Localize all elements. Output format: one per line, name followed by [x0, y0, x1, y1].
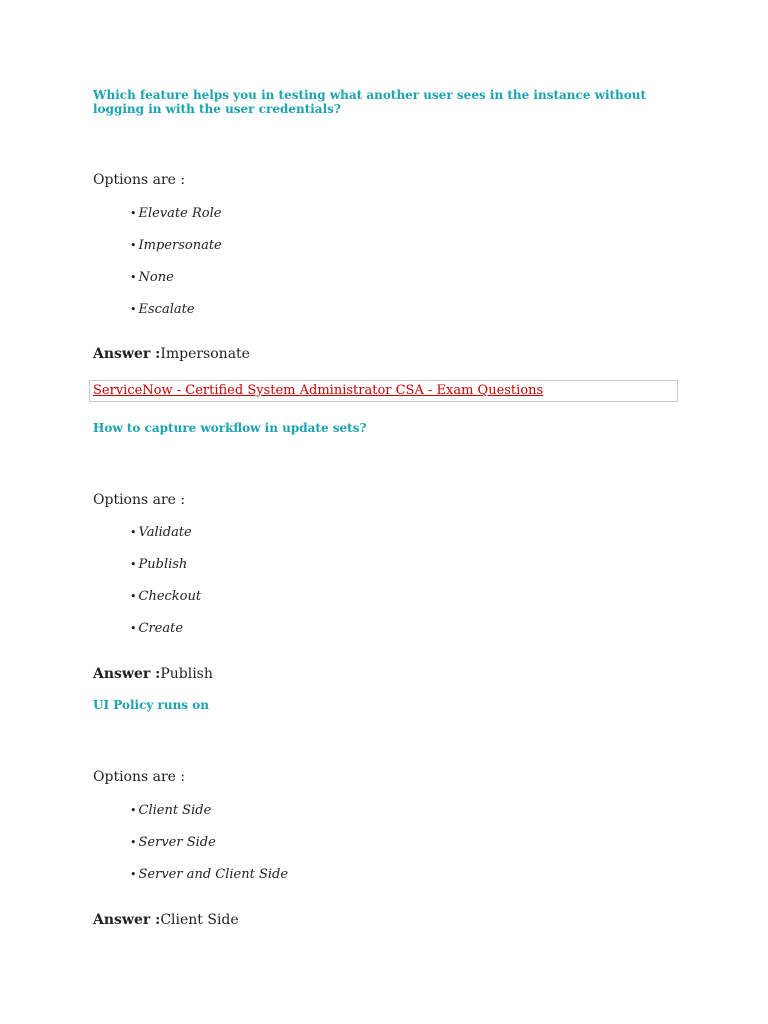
list-item	[130, 834, 288, 866]
bullet-icon: •	[130, 804, 137, 817]
option-label: Impersonate	[138, 238, 222, 253]
question-3-options-list	[130, 802, 288, 898]
question-3-options-label: Options are :	[93, 769, 186, 785]
bullet-icon: •	[130, 868, 137, 881]
list-item	[130, 269, 222, 301]
question-1-options-list	[130, 205, 222, 333]
list-item	[130, 620, 201, 652]
option-label: Checkout	[138, 589, 202, 604]
bullet-icon: •	[130, 622, 137, 635]
question-3-answer	[93, 911, 239, 929]
question-2-text: How to capture workflow in update sets?	[93, 421, 367, 435]
option-label: Client Side	[138, 803, 212, 818]
list-item	[130, 237, 222, 269]
question-2-options-list	[130, 524, 201, 652]
option-label: Publish	[138, 557, 188, 572]
option-label: Validate	[138, 525, 192, 540]
list-item	[130, 205, 222, 237]
question-2-options-label: Options are :	[93, 492, 186, 508]
bullet-icon: •	[130, 303, 137, 316]
list-item	[130, 524, 201, 556]
option-label: Server Side	[138, 835, 216, 850]
answer-value: Client Side	[160, 912, 239, 928]
bullet-icon: •	[130, 271, 137, 284]
bullet-icon: •	[130, 558, 137, 571]
answer-label: Answer :	[93, 666, 161, 682]
bullet-icon: •	[130, 239, 137, 252]
option-label: None	[138, 270, 174, 285]
option-label: Escalate	[138, 302, 195, 317]
answer-label: Answer :	[93, 912, 161, 928]
list-item	[130, 588, 201, 620]
question-2-answer	[93, 665, 213, 683]
question-1-text: Which feature helps you in testing what another user sees in the instance without logging in with the user credentials?	[93, 88, 647, 116]
bullet-icon: •	[130, 526, 137, 539]
question-1-options-label: Options are :	[93, 172, 186, 188]
list-item	[130, 301, 222, 333]
question-3-text: UI Policy runs on	[93, 698, 209, 712]
option-label: Create	[138, 621, 184, 636]
option-label: Server and Client Side	[138, 867, 289, 882]
answer-value: Publish	[160, 666, 213, 682]
question-1-answer	[93, 345, 250, 363]
bullet-icon: •	[130, 207, 137, 220]
bullet-icon: •	[130, 836, 137, 849]
answer-label: Answer :	[93, 346, 161, 362]
exam-questions-link[interactable]: ServiceNow - Certified System Administrator CSA - Exam Questions	[93, 383, 544, 398]
exam-link-box	[89, 380, 678, 402]
bullet-icon: •	[130, 590, 137, 603]
list-item	[130, 802, 288, 834]
answer-value: Impersonate	[160, 346, 250, 362]
list-item	[130, 556, 201, 588]
option-label: Elevate Role	[138, 206, 222, 221]
list-item	[130, 866, 288, 898]
